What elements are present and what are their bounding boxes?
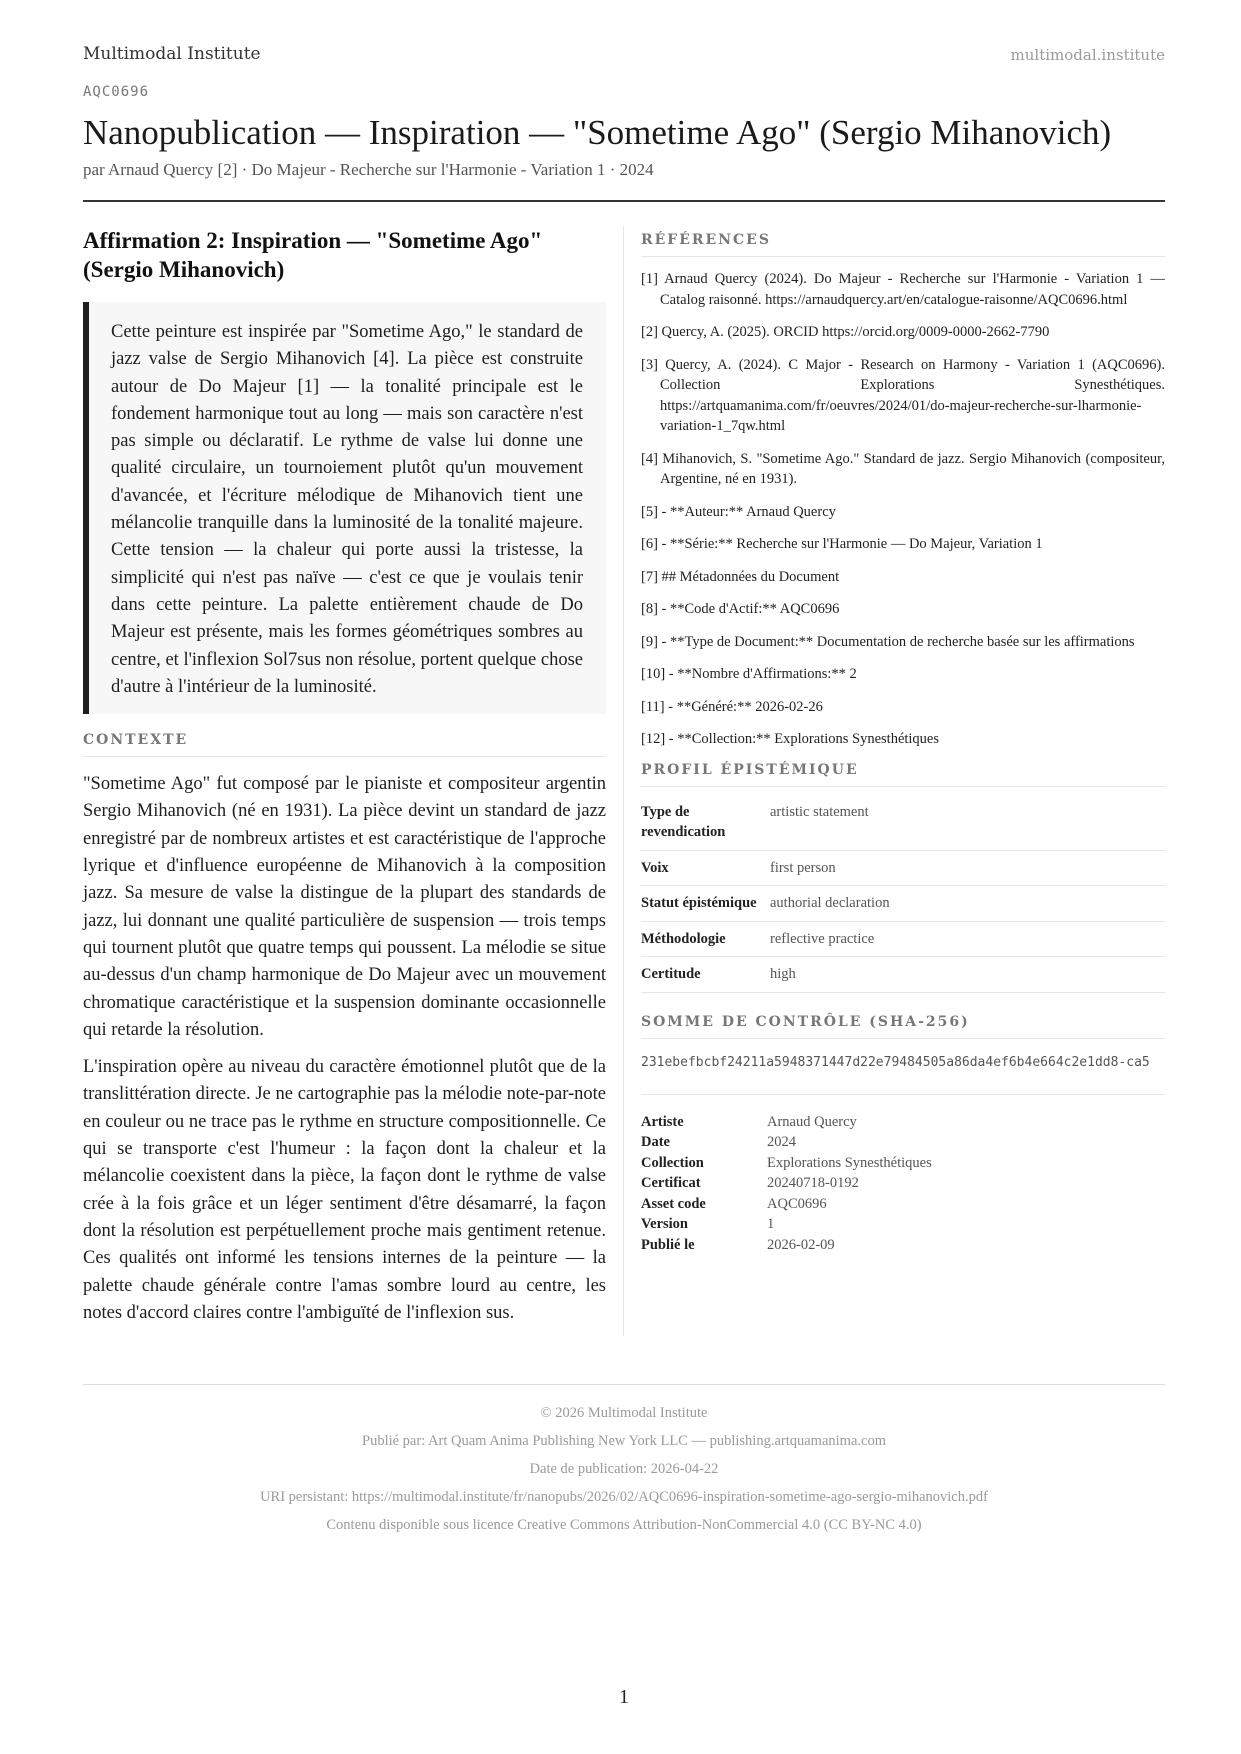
column-divider [623,226,624,1336]
table-row [641,1153,1165,1174]
epistemic-value: first person [770,850,1165,886]
table-row [641,886,1165,922]
main-column [83,226,606,1327]
page-number: 1 [619,1686,629,1708]
context-body [83,771,606,1327]
checksum-value: 231ebefbcbf24211a5948371447d22e79484505a86da4ef6b4e664c2e1dd8-ca5 [641,1039,1165,1095]
metadata-table [641,1112,1165,1256]
references-list [641,269,1165,750]
metadata-value: 1 [767,1216,775,1232]
footer-copyright: © 2026 Multimodal Institute [540,1405,708,1421]
asset-code: AQC0696 [83,84,150,100]
claim-quote [83,302,606,714]
metadata-key: Version [641,1216,688,1232]
epistemic-profile-heading: PROFIL ÉPISTÉMIQUE [641,762,1165,787]
reference-item[interactable]: [3] Quercy, A. (2024). C Major - Research on Harmony - Variation 1 (AQC0696). Collection Explorations Synesthétiques. https://artquamanima.com/fr/oeuvres/2024/01/do-majeur-recherche-sur-lharmonie-variation-1_7qw.html [641,356,1165,434]
reference-item[interactable]: [1] Arnaud Quercy (2024). Do Majeur - Recherche sur l'Harmonie - Variation 1 — Catalog raisonné. https://arnaudquercy.art/en/catalogue-raisonne/AQC0696.html [641,271,1165,308]
institute-name: Multimodal Institute [83,44,261,64]
metadata-key: Asset code [641,1195,706,1212]
header-divider [83,200,1165,202]
claim-title: Affirmation 2: Inspiration — "Sometime Ago" (Sergio Mihanovich) [83,228,543,282]
reference-item: [11] - **Généré:** 2026-02-26 [641,698,823,715]
context-paragraph: L'inspiration opère au niveau du caractère émotionnel plutôt que de la translittération directe. Je ne cartographie pas la mélodie note-par-note en couleur ou ne trace pas le rythme en structure compositionnelle. Ce qui se transporte c'est l'humeur : la façon dont la chaleur et la mélancolie coexistent dans la pièce, la façon dont le rythme de valse crée à la fois grâce et un léger sentiment d'être désamarré, la façon dont la résolution est perpétuellement proche mais gentiment retenue. Ces qualités ont informé les tensions internes de la peinture — la palette chaude générale contre l'amas sombre lourd au centre, les notes d'accord claires contre l'ambiguïté de l'inflexion sus. [83,1057,606,1323]
sidebar-column [641,232,1165,1255]
context-paragraph: "Sometime Ago" fut composé par le pianiste et compositeur argentin Sergio Mihanovich (né en 1931). La pièce devint un standard de jazz enregistré par de nombreux artistes et est caractéristique de l'approche lyrique et d'influence européenne de Mihanovich à la composition jazz. Sa mesure de valse la distingue de la plupart des standards de jazz, lui donnant une qualité particulière de suspension — trois temps qui tournent plutôt que quatre temps qui poussent. La mélodie se situe au-dessus d'un champ harmonique de Do Majeur avec un mouvement chromatique caractéristique et la suspension dominante occasionnelle qui retarde la résolution. [83,774,606,1040]
table-row [641,1214,1165,1235]
metadata-key: Publié le [641,1236,695,1253]
footer-license: Contenu disponible sous licence Creative Commons Attribution-NonCommercial 4.0 (CC BY-NC 4.0) [326,1517,922,1533]
table-row [641,850,1165,886]
footer-divider [83,1384,1165,1385]
epistemic-value: high [770,957,1165,993]
document-page [83,0,1165,1754]
table-row [641,921,1165,957]
metadata-key: Date [641,1134,670,1150]
claim-quote-text: Cette peinture est inspirée par "Sometime Ago," le standard de jazz valse de Sergio Mihanovich [4]. La pièce est construite autour de Do Majeur [1] — la tonalité principale est le fondement harmonique tout au long — mais son caractère n'est pas simple ou déclaratif. Le rythme de valse lui donne une qualité circulaire, un tournoiement plutôt qu'un mouvement d'avancée, et l'écriture mélodique de Mihanovich tient une mélancolie tranquille dans la luminosité de la tonalité majeure. Cette tension — la chaleur qui porte aussi la tristesse, la simplicité qui n'est pas naïve — c'est ce que je voulais tenir dans cette peinture. La palette entièrement chaude de Do Majeur est présente, mais les formes géométriques sombres au centre, et l'inflexion Sol7sus non résolue, portent quelque chose d'autre à l'intérieur de la luminosité. [111,322,583,697]
epistemic-key: Méthodologie [641,921,770,957]
footer-publisher: Publié par: Art Quam Anima Publishing New York LLC — publishing.artquamanima.com [362,1433,886,1449]
metadata-value: AQC0696 [767,1195,827,1212]
context-heading: CONTEXTE [83,732,606,757]
checksum-heading: SOMME DE CONTRÔLE (SHA-256) [641,1014,1165,1039]
reference-item: [5] - **Auteur:** Arnaud Quercy [641,503,836,520]
metadata-value: 20240718-0192 [767,1175,859,1191]
references-heading: RÉFÉRENCES [641,232,1165,257]
table-row [641,957,1165,993]
table-row [641,1112,1165,1133]
table-row [641,1235,1165,1256]
reference-item: [7] ## Métadonnées du Document [641,568,840,585]
table-row [641,1132,1165,1153]
epistemic-value: authorial declaration [770,886,1165,922]
reference-item: [8] - **Code d'Actif:** AQC0696 [641,601,840,617]
page-header [83,44,1165,68]
page-title: Nanopublication — Inspiration — "Sometime Ago" (Sergio Mihanovich) [83,113,1112,152]
epistemic-key: Certitude [641,957,770,993]
epistemic-key: Statut épistémique [641,886,770,922]
epistemic-value: artistic statement [770,795,1165,851]
metadata-value: Arnaud Quercy [767,1113,857,1130]
table-row [641,1194,1165,1215]
footer-publication-date: Date de publication: 2026-04-22 [529,1461,719,1477]
epistemic-key: Type de revendication [641,795,770,851]
epistemic-profile-table [641,795,1165,993]
footer-persistent-uri[interactable]: URI persistant: https://multimodal.institute/fr/nanopubs/2026/02/AQC0696-inspiration-sometime-ago-sergio-mihanovich.pdf [260,1489,988,1505]
page-subtitle: par Arnaud Quercy [2] · Do Majeur - Recherche sur l'Harmonie - Variation 1 · 2024 [83,160,654,179]
institute-site-link[interactable]: multimodal.institute [1010,46,1165,64]
reference-item[interactable]: [2] Quercy, A. (2025). ORCID https://orcid.org/0009-0000-2662-7790 [641,324,1050,340]
reference-item: [6] - **Série:** Recherche sur l'Harmonie — Do Majeur, Variation 1 [641,536,1043,552]
epistemic-key: Voix [641,850,770,886]
metadata-value: 2026-02-09 [767,1236,835,1253]
table-row [641,795,1165,851]
table-row [641,1173,1165,1194]
metadata-key: Artiste [641,1113,684,1130]
metadata-key: Certificat [641,1175,701,1191]
page-footer [83,1403,1165,1543]
reference-item: [12] - **Collection:** Explorations Synesthétiques [641,731,940,747]
metadata-key: Collection [641,1154,704,1171]
metadata-value: 2024 [767,1134,796,1150]
reference-item: [10] - **Nombre d'Affirmations:** 2 [641,666,857,682]
reference-item: [9] - **Type de Document:** Documentation de recherche basée sur les affirmations [641,633,1135,650]
epistemic-value: reflective practice [770,921,1165,957]
reference-item: [4] Mihanovich, S. "Sometime Ago." Standard de jazz. Sergio Mihanovich (compositeur, Argentine, né en 1931). [641,450,1165,487]
metadata-value: Explorations Synesthétiques [767,1154,932,1171]
